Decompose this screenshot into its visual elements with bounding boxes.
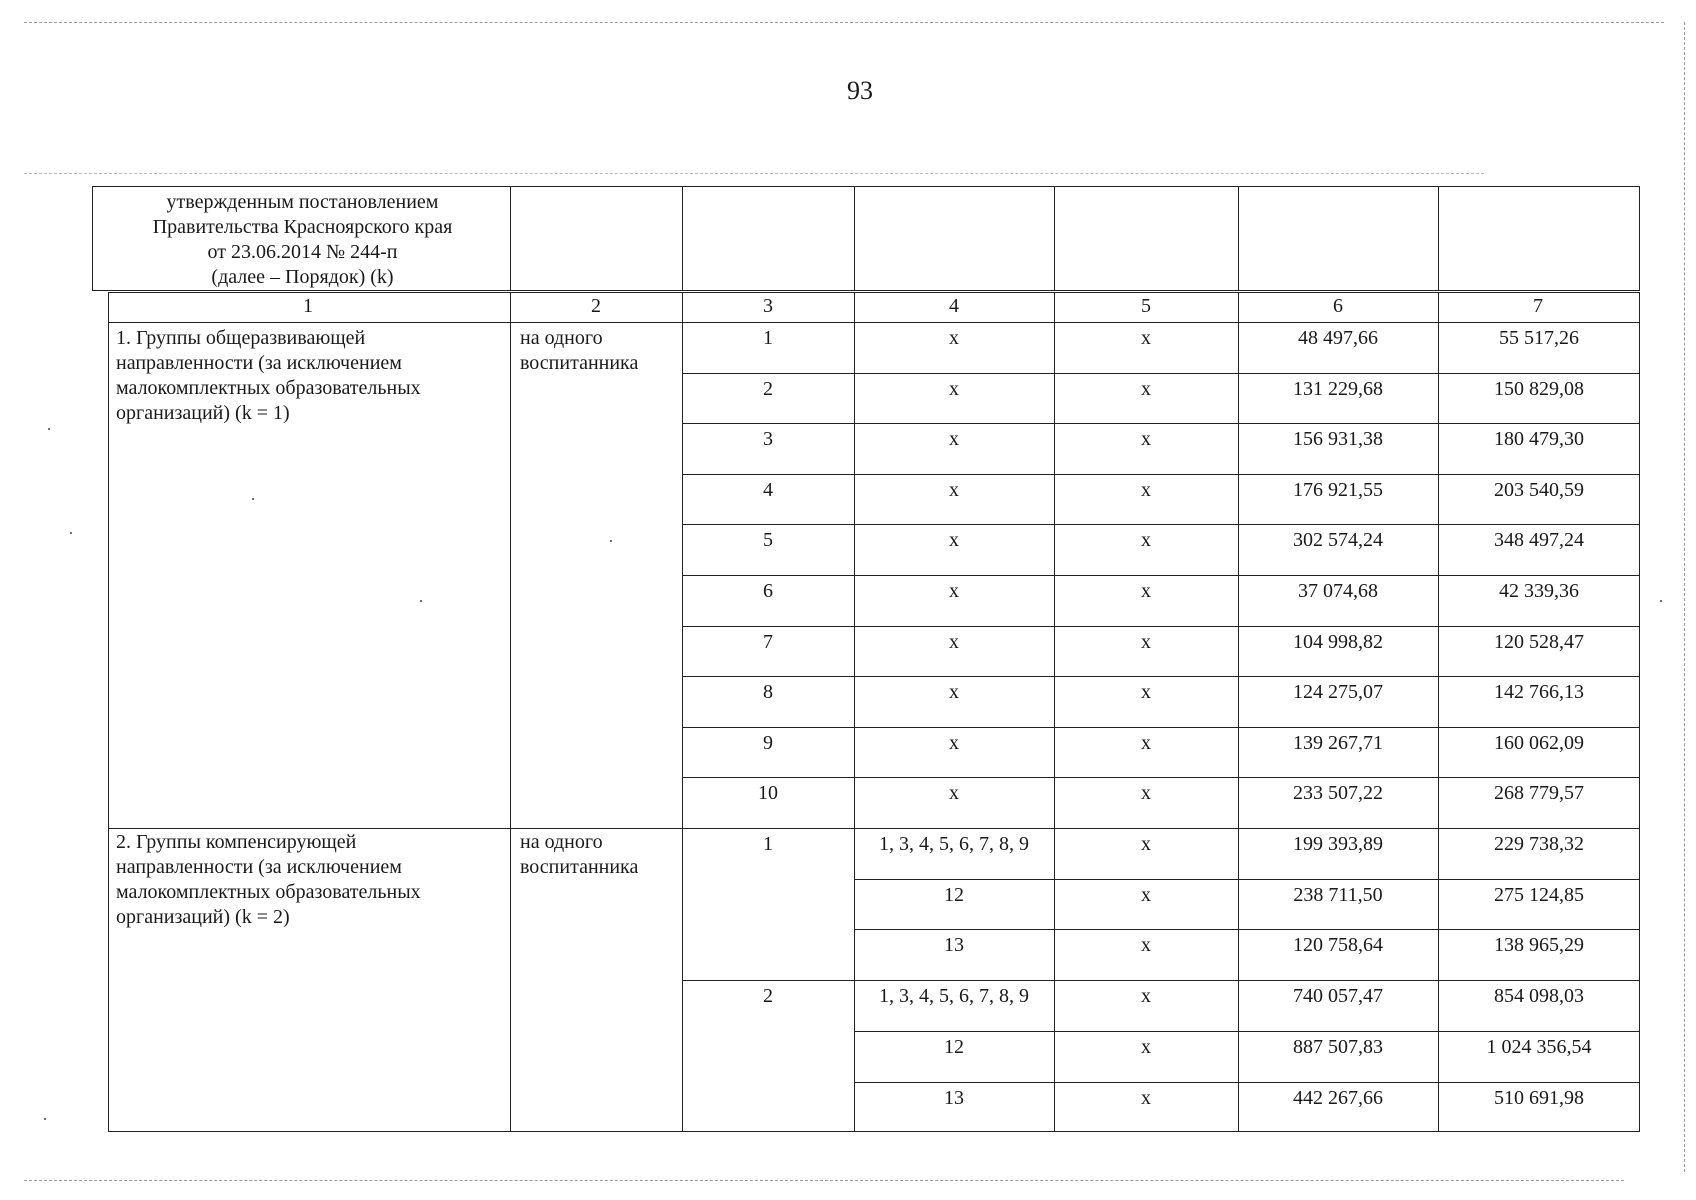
header-column-rule — [1238, 186, 1239, 291]
row-rule — [682, 676, 1640, 677]
group-label-line: организаций) (k = 1) — [116, 402, 290, 424]
scan-border-top — [24, 22, 1664, 23]
row-rule — [682, 474, 1640, 475]
group2-label — [116, 830, 421, 930]
cell-c5: х — [1141, 428, 1151, 451]
scan-border-bottom — [24, 1180, 1624, 1181]
cell-c6: 156 931,38 — [1293, 428, 1383, 451]
header-column-rule — [510, 186, 511, 291]
cell-c5: х — [1141, 985, 1151, 1008]
cell-c4: х — [949, 731, 959, 754]
cell-c3: 1 — [763, 833, 773, 855]
cell-c7: 1 024 356,54 — [1486, 1035, 1592, 1058]
cell-c5: х — [1141, 630, 1151, 653]
scan-speck — [1660, 600, 1662, 602]
cell-c3: 2 — [763, 985, 773, 1008]
cell-c3: 6 — [763, 580, 773, 602]
column-number-row-rule — [108, 322, 1640, 323]
cell-c3: 9 — [763, 731, 773, 754]
subgroup-rule — [682, 980, 1640, 981]
cell-c4: х — [949, 428, 959, 451]
cell-c3: 5 — [763, 529, 773, 552]
cell-c4: 13 — [944, 1086, 964, 1109]
cell-c4: х — [949, 529, 959, 552]
cell-c6: 48 497,66 — [1298, 327, 1378, 349]
row-rule — [854, 1082, 1640, 1083]
cell-c3: 3 — [763, 428, 773, 451]
cell-c7: 42 339,36 — [1499, 580, 1579, 602]
row-rule — [854, 929, 1640, 930]
cell-c4: 12 — [944, 883, 964, 906]
row-rule — [682, 777, 1640, 778]
group-label-line: малокомплектных образовательных — [116, 881, 421, 903]
group-label-line: 2. Группы компенсирующей — [116, 831, 357, 853]
cell-c6: 124 275,07 — [1293, 681, 1383, 704]
header-column-rule — [854, 186, 855, 291]
header-note-line: утвержденным постановлением — [166, 191, 439, 213]
page-number: 93 — [847, 76, 873, 105]
cell-c5: х — [1141, 731, 1151, 754]
row-rule — [682, 373, 1640, 374]
scan-speck — [48, 428, 50, 430]
cell-c5: х — [1141, 529, 1151, 552]
cell-c5: х — [1141, 681, 1151, 704]
cell-c5: х — [1141, 833, 1151, 855]
cell-c7: 268 779,57 — [1494, 782, 1584, 805]
group-label-line: организаций) (k = 2) — [116, 906, 290, 928]
cell-c6: 131 229,68 — [1293, 377, 1383, 400]
header-note-line: Правительства Красноярского края — [152, 216, 453, 238]
cell-c4: х — [949, 478, 959, 501]
cell-c6: 120 758,64 — [1293, 934, 1383, 957]
cell-c7: 203 540,59 — [1494, 478, 1584, 501]
header-note-line: от 23.06.2014 № 244-п — [207, 241, 398, 263]
cell-c7: 510 691,98 — [1494, 1086, 1584, 1109]
row-rule — [854, 879, 1640, 880]
cell-c7: 142 766,13 — [1494, 681, 1584, 704]
row-rule — [682, 423, 1640, 424]
header-note-line: (далее – Порядок) (k) — [211, 266, 394, 288]
cell-c4: х — [949, 377, 959, 400]
scan-border-right — [1684, 22, 1685, 1172]
cell-c3: 1 — [763, 327, 773, 349]
unit-line: на одного — [520, 327, 603, 349]
cell-c5: х — [1141, 478, 1151, 501]
cell-c6: 104 998,82 — [1293, 630, 1383, 653]
cell-c5: х — [1141, 580, 1151, 602]
cell-c5: х — [1141, 782, 1151, 805]
cell-c6: 233 507,22 — [1293, 782, 1383, 805]
group-label-line: направленности (за исключением — [116, 856, 402, 878]
header-column-rule — [682, 186, 683, 291]
scan-speck — [70, 532, 72, 534]
column-number: 5 — [1141, 295, 1151, 317]
column-number: 4 — [949, 295, 959, 317]
cell-c5: х — [1141, 934, 1151, 957]
cell-c6: 199 393,89 — [1293, 833, 1383, 855]
column-number: 3 — [763, 295, 773, 317]
column-number: 1 — [303, 295, 313, 317]
cell-c3: 8 — [763, 681, 773, 704]
scan-line-header — [24, 173, 1484, 174]
cell-c3: 7 — [763, 630, 773, 653]
cell-c7: 160 062,09 — [1494, 731, 1584, 754]
group1-label — [116, 326, 421, 426]
row-rule — [854, 1031, 1640, 1032]
cell-c7: 275 124,85 — [1494, 883, 1584, 906]
cell-c6: 740 057,47 — [1293, 985, 1383, 1008]
cell-c7: 150 829,08 — [1494, 377, 1584, 400]
group1-unit — [520, 326, 638, 376]
cell-c4: 12 — [944, 1035, 964, 1058]
group-label-line: направленности (за исключением — [116, 352, 402, 374]
cell-c6: 139 267,71 — [1293, 731, 1383, 754]
cell-c7: 180 479,30 — [1494, 428, 1584, 451]
row-rule — [682, 626, 1640, 627]
cell-c4: х — [949, 782, 959, 805]
group2-unit — [520, 830, 638, 880]
cell-c7: 348 497,24 — [1494, 529, 1584, 552]
row-rule — [682, 524, 1640, 525]
header-note — [100, 190, 505, 290]
group-label-line: малокомплектных образовательных — [116, 377, 421, 399]
cell-c4: 1, 3, 4, 5, 6, 7, 8, 9 — [879, 833, 1029, 855]
cell-c7: 120 528,47 — [1494, 630, 1584, 653]
cell-c6: 238 711,50 — [1293, 883, 1383, 906]
cell-c6: 302 574,24 — [1293, 529, 1383, 552]
scan-speck — [610, 540, 612, 542]
row-rule — [682, 575, 1640, 576]
cell-c5: х — [1141, 377, 1151, 400]
cell-c4: х — [949, 580, 959, 602]
group-rule — [108, 828, 1640, 829]
cell-c6: 176 921,55 — [1293, 478, 1383, 501]
group-label-line: 1. Группы общеразвивающей — [116, 327, 366, 349]
cell-c6: 442 267,66 — [1293, 1086, 1383, 1109]
cell-c4: 13 — [944, 934, 964, 957]
unit-line: воспитанника — [520, 352, 639, 374]
header-column-rule — [1054, 186, 1055, 291]
cell-c3: 10 — [758, 782, 778, 805]
cell-c3: 4 — [763, 478, 773, 501]
cell-c5: х — [1141, 1035, 1151, 1058]
cell-c7: 229 738,32 — [1494, 833, 1584, 855]
unit-line: на одного — [520, 831, 603, 853]
cell-c5: х — [1141, 883, 1151, 906]
header-column-rule — [1438, 186, 1439, 291]
cell-c5: х — [1141, 1086, 1151, 1109]
scan-speck — [420, 600, 422, 602]
column-number: 2 — [591, 295, 601, 317]
cell-c4: х — [949, 630, 959, 653]
cell-c6: 887 507,83 — [1293, 1035, 1383, 1058]
cell-c4: х — [949, 327, 959, 349]
cell-c7: 854 098,03 — [1494, 985, 1584, 1008]
scan-speck — [44, 1118, 46, 1120]
cell-c7: 138 965,29 — [1494, 934, 1584, 957]
scan-speck — [252, 498, 254, 500]
column-number: 6 — [1333, 295, 1343, 317]
cell-c5: х — [1141, 327, 1151, 349]
cell-c6: 37 074,68 — [1298, 580, 1378, 602]
column-rule — [510, 292, 511, 1132]
row-rule — [682, 727, 1640, 728]
cell-c4: х — [949, 681, 959, 704]
cell-c4: 1, 3, 4, 5, 6, 7, 8, 9 — [879, 985, 1029, 1008]
column-number: 7 — [1533, 295, 1543, 317]
cell-c3: 2 — [763, 377, 773, 400]
unit-line: воспитанника — [520, 856, 639, 878]
cell-c7: 55 517,26 — [1499, 327, 1579, 349]
